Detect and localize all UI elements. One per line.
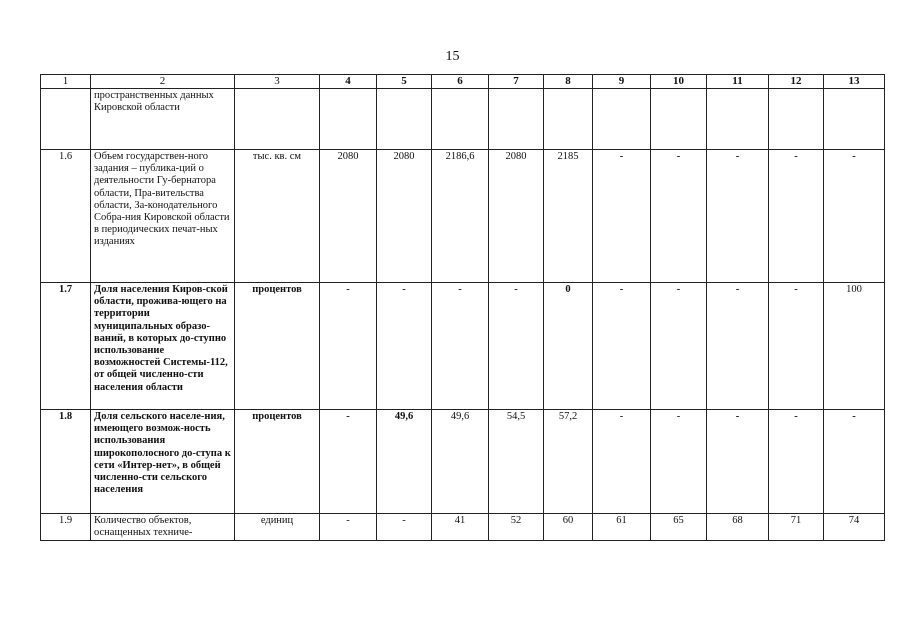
table-row <box>41 514 885 541</box>
value-cell: - <box>432 283 489 410</box>
value-cell: - <box>769 283 824 410</box>
column-number: 10 <box>651 75 707 89</box>
value-cell <box>769 89 824 150</box>
value-cell: 2185 <box>544 150 593 283</box>
value-cell: - <box>489 283 544 410</box>
value-cell: - <box>377 514 432 541</box>
unit-cell: процентов <box>235 410 320 514</box>
indicator-name: пространственных данных Кировской области <box>91 89 235 150</box>
column-number: 11 <box>707 75 769 89</box>
value-cell: - <box>824 150 885 283</box>
table-row <box>41 89 885 150</box>
value-cell <box>707 89 769 150</box>
column-number: 6 <box>432 75 489 89</box>
indicator-name: Количество объектов, оснащенных техниче- <box>91 514 235 541</box>
row-number: 1.6 <box>41 150 91 283</box>
value-cell: 41 <box>432 514 489 541</box>
value-cell: 2186,6 <box>432 150 489 283</box>
value-cell: 2080 <box>377 150 432 283</box>
page-number: 15 <box>445 49 460 64</box>
column-number: 7 <box>489 75 544 89</box>
unit-cell: процентов <box>235 283 320 410</box>
unit-cell <box>235 89 320 150</box>
value-cell: 100 <box>824 283 885 410</box>
value-cell: - <box>769 150 824 283</box>
row-number: 1.7 <box>41 283 91 410</box>
value-cell: 49,6 <box>432 410 489 514</box>
value-cell: - <box>320 514 377 541</box>
table-row <box>41 410 885 514</box>
value-cell: - <box>707 410 769 514</box>
value-cell: 61 <box>593 514 651 541</box>
indicator-name: Доля населения Киров-ской области, прожива-ющего на территории муниципальных образо-ваний, в которых до-ступно использование возможностей Системы-112, от общей численно-сти населения области <box>91 283 235 410</box>
column-number: 13 <box>824 75 885 89</box>
value-cell <box>432 89 489 150</box>
column-number: 3 <box>235 75 320 89</box>
value-cell: - <box>651 410 707 514</box>
column-number: 4 <box>320 75 377 89</box>
column-number: 5 <box>377 75 432 89</box>
value-cell: - <box>593 410 651 514</box>
row-number: 1.8 <box>41 410 91 514</box>
row-number: 1.9 <box>41 514 91 541</box>
value-cell: 49,6 <box>377 410 432 514</box>
value-cell <box>824 89 885 150</box>
value-cell: - <box>651 150 707 283</box>
value-cell: 68 <box>707 514 769 541</box>
row-number <box>41 89 91 150</box>
value-cell: 2080 <box>489 150 544 283</box>
column-number: 12 <box>769 75 824 89</box>
value-cell: - <box>707 283 769 410</box>
value-cell: 54,5 <box>489 410 544 514</box>
value-cell <box>651 89 707 150</box>
table-row <box>41 283 885 410</box>
value-cell: - <box>707 150 769 283</box>
unit-cell: тыс. кв. см <box>235 150 320 283</box>
value-cell: - <box>593 150 651 283</box>
value-cell: 2080 <box>320 150 377 283</box>
value-cell: - <box>320 410 377 514</box>
value-cell <box>320 89 377 150</box>
value-cell <box>544 89 593 150</box>
value-cell: 65 <box>651 514 707 541</box>
column-number: 1 <box>41 75 91 89</box>
value-cell: 60 <box>544 514 593 541</box>
value-cell: - <box>377 283 432 410</box>
value-cell: 71 <box>769 514 824 541</box>
value-cell: - <box>651 283 707 410</box>
value-cell: 57,2 <box>544 410 593 514</box>
value-cell <box>489 89 544 150</box>
column-number: 8 <box>544 75 593 89</box>
value-cell <box>593 89 651 150</box>
column-number-row <box>41 75 885 89</box>
indicator-name: Объем государствен-ного задания – публика-ций о деятельности Гу-бернатора области, Пра-вительства области, За-конодательного Собра-ния Кировской области в периодических печат-ных изданиях <box>91 150 235 283</box>
value-cell: 52 <box>489 514 544 541</box>
value-cell: - <box>769 410 824 514</box>
column-number: 9 <box>593 75 651 89</box>
indicators-table <box>40 74 885 541</box>
value-cell: 0 <box>544 283 593 410</box>
indicator-name: Доля сельского населе-ния, имеющего возмож-ность использования широкополосного до-ступа к сети «Интер-нет», в общей численно-сти сельского населения <box>91 410 235 514</box>
value-cell: - <box>593 283 651 410</box>
value-cell: - <box>320 283 377 410</box>
column-number: 2 <box>91 75 235 89</box>
unit-cell: единиц <box>235 514 320 541</box>
value-cell: 74 <box>824 514 885 541</box>
table-row <box>41 150 885 283</box>
value-cell <box>377 89 432 150</box>
value-cell: - <box>824 410 885 514</box>
